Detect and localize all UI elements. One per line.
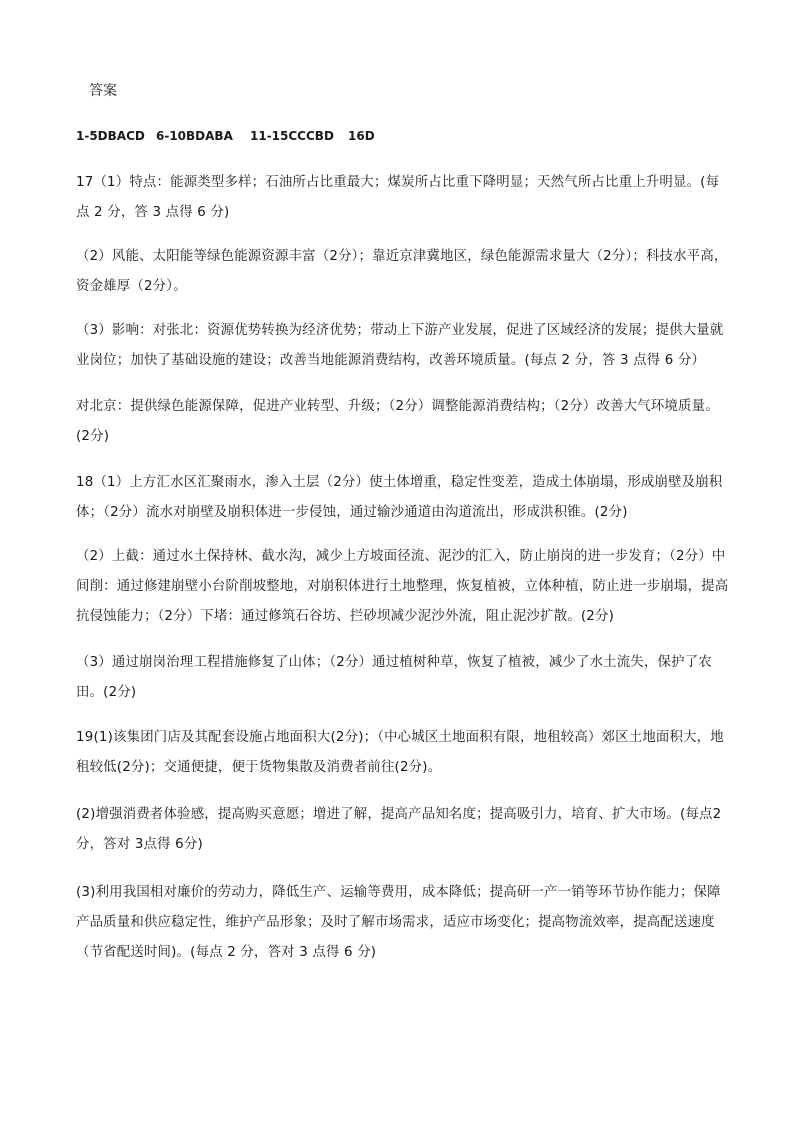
answer-19-part-2: (2)增强消费者体验感，提高购买意愿；增进了解，提高产品知名度；提高吸引力，培育、扩大市场。(每点2分，答对 3点得 6分) (76, 807, 722, 852)
answer-18-part-1: 18（1）上方汇水区汇聚雨水，渗入土层（2分）使土体增重，稳定性变差，造成土体崩塌，形成崩壁及崩积体；（2分）流水对崩壁及崩积体进一步侵蚀，通过输沙通道由沟道流出，形成洪积锥。(2分) (76, 475, 723, 520)
mc-group-11-15: 11-15CCCBD (250, 129, 334, 143)
page-title: 答案 (89, 83, 117, 99)
answer-19-part-1: 19(1)该集团门店及其配套设施占地面积大(2分)；（中心城区土地面积有限，地租较高）郊区土地面积大，地租较低(2分)；交通便捷，便于货物集散及消费者前往(2分)。 (76, 730, 724, 775)
mc-group-6-10: 6-10BDABA (156, 129, 233, 143)
answer-17-part-1: 17（1）特点：能源类型多样；石油所占比重最大；煤炭所占比重下降明显；天然气所占比重上升明显。(每点 2 分，答 3 点得 6 分) (76, 175, 720, 220)
answer-17-part-3-beijing: 对北京：提供绿色能源保障，促进产业转型、升级；（2分）调整能源消费结构；（2分）改善大气环境质量。(2分) (76, 399, 719, 444)
answer-19-part-3: (3)利用我国相对廉价的劳动力，降低生产、运输等费用，成本降低；提高研一产一销等环节协作能力；保障产品质量和供应稳定性，维护产品形象；及时了解市场需求，适应市场变化；提高物流效率，提高配送速度（节省配送时间)。(每点 2 分，答对 3 点得 6 分) (76, 885, 721, 960)
answer-17-part-2: （2）风能、太阳能等绿色能源资源丰富（2分）；靠近京津冀地区，绿色能源需求量大（2分）；科技水平高，资金雄厚（2分）。 (76, 249, 728, 294)
answer-17-part-3: （3）影响：对张北：资源优势转换为经济优势；带动上下游产业发展，促进了区域经济的发展；提供大量就业岗位；加快了基础设施的建设；改善当地能源消费结构，改善环境质量。(每点 2 分，答 3 点得 6 分） (76, 323, 724, 368)
answer-18-part-2: （2）上截：通过水土保持林、截水沟，减少上方坡面径流、泥沙的汇入，防止崩岗的进一步发育；（2分）中间削：通过修建崩壁小台阶削坡整地，对崩积体进行土地整理，恢复植被，立体种植，防止进一步崩塌，提高抗侵蚀能力；（2分）下堵：通过修筑石谷坊、拦砂坝减少泥沙外流，阻止泥沙扩散。(2分) (76, 549, 729, 624)
multiple-choice-answers (76, 127, 375, 145)
mc-group-1-5: 1-5DBACD (76, 129, 145, 143)
mc-group-16: 16D (348, 129, 375, 143)
answer-18-part-3: （3）通过崩岗治理工程措施修复了山体；（2分）通过植树种草，恢复了植被，减少了水土流失，保护了农田。(2分) (76, 655, 712, 700)
